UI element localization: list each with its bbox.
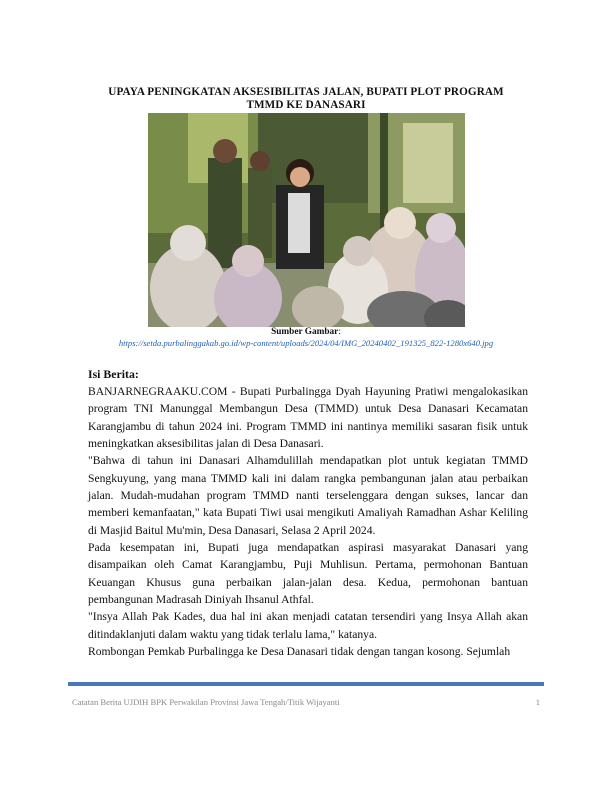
- article-body: [88, 383, 528, 661]
- image-caption: [72, 327, 540, 338]
- footer-text: Catatan Berita UJDIH BPK Perwakilan Provinsi Jawa Tengah/Titik Wijayanti: [72, 697, 340, 707]
- paragraph-2: "Bahwa di tahun ini Danasari Alhamdulillah mendapatkan plot untuk kegiatan TMMD Sengkuyung, yang mana TMMD kali ini dalam rangka pembangunan jalan atau perbaikan jalan. Mudah-mudahan program TMMD nanti terselenggara dengan sukses, lancar dan memberi kemanfaatan," kata Bupati Tiwi usai mengikuti Amaliyah Ramadhan Ashar Keliling di Masjid Baitul Mu'min, Desa Danasari, Selasa 2 April 2024.: [88, 454, 528, 537]
- page-number: 1: [535, 697, 540, 707]
- body-heading: Isi Berita:: [88, 367, 139, 381]
- paragraph-4: "Insya Allah Pak Kades, dua hal ini akan menjadi catatan tersendiri yang Insya Allah akan ditindaklanjuti dalam waktu yang tidak terlalu lama," katanya.: [88, 610, 528, 641]
- article-title-line-1: UPAYA PENINGKATAN AKSESIBILITAS JALAN, BUPATI PLOT PROGRAM: [108, 86, 504, 98]
- paragraph-5: Rombongan Pemkab Purbalingga ke Desa Danasari tidak dengan tangan kosong. Sejumlah: [88, 645, 511, 659]
- image-caption-label: Sumber Gambar: [271, 327, 339, 337]
- page-footer: [72, 697, 540, 708]
- image-source-link[interactable]: https://setda.purbalinggakab.go.id/wp-content/uploads/2024/04/IMG_20240402_191325_822-1280x640.jpg: [118, 338, 494, 348]
- image-caption-colon: :: [338, 327, 341, 337]
- footer-divider: [68, 682, 544, 686]
- article-title: [72, 86, 540, 112]
- article-title-line-2: TMMD KE DANASARI: [246, 99, 366, 111]
- paragraph-1: BANJARNEGRAAKU.COM - Bupati Purbalingga Dyah Hayuning Pratiwi mengalokasikan program TNI Manunggal Membangun Desa (TMMD) untuk Desa Danasari Kecamatan Karangjambu di tahun 2024 ini. Program TMMD ini nantinya memiliki sasaran fisik untuk meningkatkan aksesibilitas jalan di Desa Danasari.: [88, 385, 528, 451]
- paragraph-3: Pada kesempatan ini, Bupati juga mendapatkan aspirasi masyarakat Danasari yang disampaikan oleh Camat Karangjambu, Puji Muhlisun. Pertama, permohonan Bantuan Keuangan Khusus guna perbaikan jalan-jalan desa. Kedua, permohonan bantuan pembangunan Madrasah Diniyah Ihsanul Athfal.: [88, 541, 528, 607]
- news-photo: [148, 113, 465, 327]
